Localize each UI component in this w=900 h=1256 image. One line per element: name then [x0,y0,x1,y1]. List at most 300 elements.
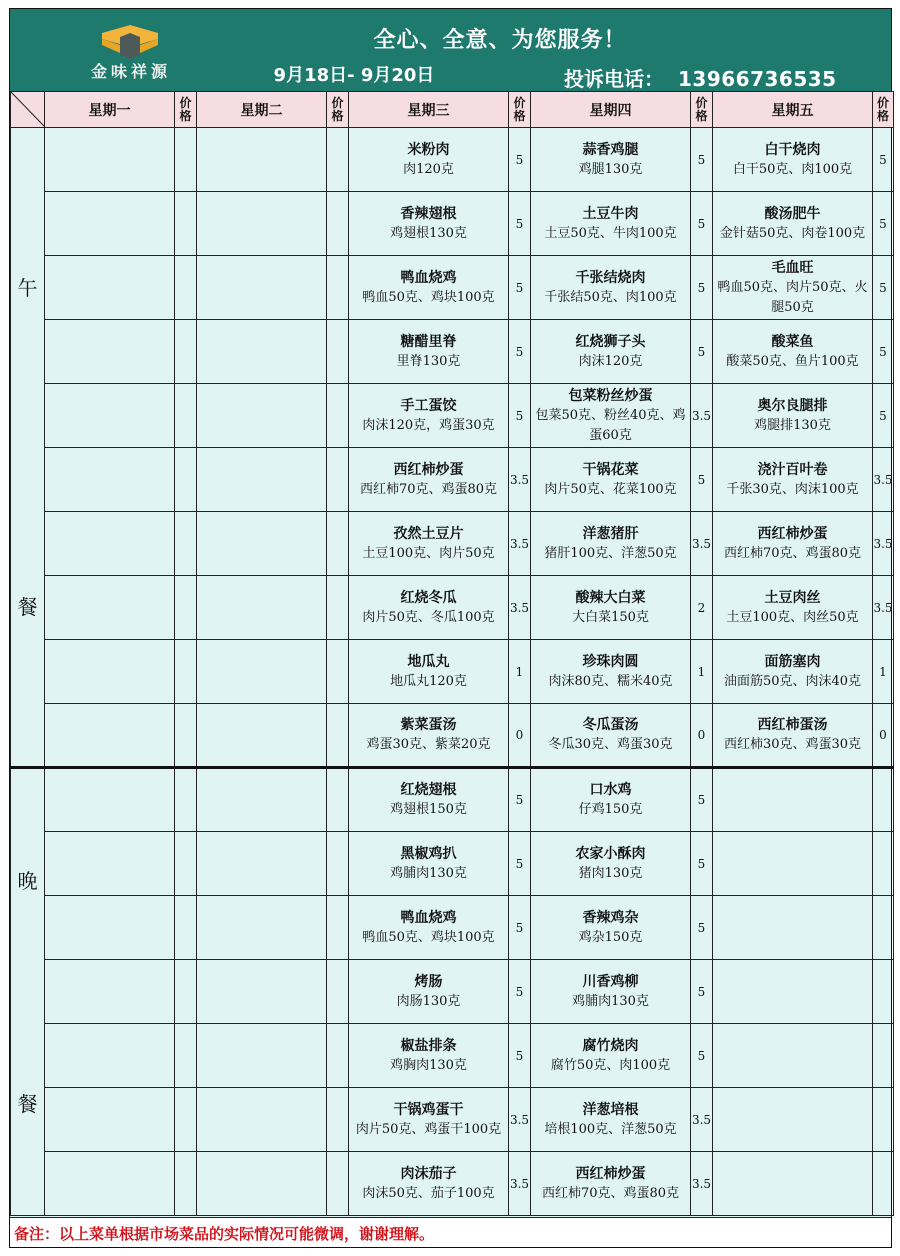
header-mon: 星期一 [45,92,175,128]
dinner-row [11,1088,894,1152]
dish-ingredients: 肉沫50克、茄子100克 [362,1185,495,1201]
empty-dish-cell [45,896,175,960]
dish-ingredients: 金针菇50克、肉卷100克 [719,225,866,241]
dish-ingredients: 土豆100克、肉丝50克 [726,609,859,625]
price-cell: 0 [873,704,894,768]
lunch-row [11,320,894,384]
price-cell [327,1152,349,1216]
price-cell [873,896,894,960]
dish-name: 酸辣大白菜 [575,589,646,606]
menu-sheet [9,8,892,1248]
dish-ingredients: 鸭血50克、鸡块100克 [362,929,495,945]
dish-name: 酸菜鱼 [771,333,814,350]
dish-name: 红烧狮子头 [575,333,646,350]
price-cell [175,1024,197,1088]
dish-ingredients: 肉120克 [403,161,454,177]
empty-dish-cell [713,896,873,960]
dinner-row [11,1024,894,1088]
empty-dish-cell [197,768,327,832]
dish-ingredients: 鸡杂150克 [578,929,643,945]
dish-name: 黑椒鸡扒 [400,845,457,862]
price-cell: 3.5 [691,512,713,576]
price-cell: 5 [509,960,531,1024]
dish-cell [531,192,691,256]
price-cell: 5 [509,384,531,448]
dish-ingredients: 土豆100克、肉片50克 [362,545,495,561]
footer-note: 备注：以上菜单根据市场菜品的实际情况可能微调，谢谢理解。 [10,1217,891,1247]
dish-cell [531,576,691,640]
dish-cell [349,704,509,768]
price-cell [327,1024,349,1088]
empty-dish-cell [45,576,175,640]
dish-ingredients: 猪肝100克、洋葱50克 [544,545,677,561]
dish-cell [713,256,873,320]
dish-cell [531,512,691,576]
price-cell: 5 [509,768,531,832]
empty-dish-cell [45,1024,175,1088]
price-cell [327,832,349,896]
price-cell [327,576,349,640]
lunch-row [11,640,894,704]
dish-cell [713,128,873,192]
dish-name: 蒜香鸡腿 [582,141,639,158]
empty-dish-cell [197,960,327,1024]
empty-dish-cell [197,896,327,960]
dish-name: 洋葱培根 [582,1101,639,1118]
dish-ingredients: 鸡胸肉130克 [390,1057,467,1073]
dish-ingredients: 鸡腿130克 [578,161,643,177]
price-cell: 5 [873,192,894,256]
header-price-tue: 价格 [327,92,349,128]
price-cell [175,192,197,256]
dish-ingredients: 腐竹50克、肉100克 [550,1057,671,1073]
dish-cell [349,512,509,576]
dish-name: 香辣翅根 [400,205,457,222]
dish-name: 千张结烧肉 [575,269,646,286]
price-cell: 3.5 [509,512,531,576]
dish-name: 糖醋里脊 [400,333,457,350]
dish-cell [349,1152,509,1216]
lunch-row [11,256,894,320]
dish-cell [349,128,509,192]
dish-ingredients: 培根100克、洋葱50克 [544,1121,677,1137]
price-cell: 3.5 [509,1088,531,1152]
dish-ingredients: 油面筋50克、肉沫40克 [723,673,862,689]
dish-ingredients: 肉沫80克、糯米40克 [548,673,673,689]
dish-ingredients: 鸭血50克、鸡块100克 [362,289,495,305]
empty-dish-cell [197,640,327,704]
header-banner [10,9,891,91]
date-range: 9月18日- 9月20日 [273,65,435,86]
price-cell [327,640,349,704]
dish-ingredients: 肉沫120克，鸡蛋30克 [362,417,495,433]
empty-dish-cell [45,320,175,384]
dish-name: 洋葱猪肝 [582,525,639,542]
lunch-row [11,384,894,448]
dish-cell [349,256,509,320]
price-cell [327,192,349,256]
header-price-fri: 价格 [873,92,894,128]
dinner-label [11,768,45,1216]
empty-dish-cell [713,1088,873,1152]
logo-icon [98,23,162,59]
dish-cell [531,896,691,960]
price-cell: 5 [691,256,713,320]
price-cell: 3.5 [691,1152,713,1216]
price-cell [327,960,349,1024]
price-cell: 5 [509,192,531,256]
price-cell: 5 [691,960,713,1024]
price-cell [175,1152,197,1216]
price-cell [175,1088,197,1152]
dish-ingredients: 鸡蛋30克、紫菜20克 [366,737,491,752]
dish-ingredients: 仔鸡150克 [578,802,643,817]
header-price-thu: 价格 [691,92,713,128]
price-cell: 5 [873,128,894,192]
empty-dish-cell [45,1088,175,1152]
dish-cell [713,320,873,384]
dish-ingredients: 冬瓜30克、鸡蛋30克 [548,737,673,752]
dish-name: 包菜粉丝炒蛋 [568,387,653,404]
meal-label-char: 餐 [17,594,38,619]
dish-name: 西红柿炒蛋 [575,1165,646,1182]
empty-dish-cell [45,768,175,832]
empty-dish-cell [197,448,327,512]
price-cell: 5 [873,256,894,320]
dish-cell [713,384,873,448]
dish-name: 腐竹烧肉 [582,1037,639,1054]
header-tue: 星期二 [197,92,327,128]
dish-cell [713,512,873,576]
price-cell: 5 [509,320,531,384]
price-cell [175,704,197,768]
dish-ingredients: 里脊130克 [396,353,461,369]
empty-dish-cell [197,1152,327,1216]
dish-ingredients: 肉片50克、鸡蛋干100克 [355,1121,502,1137]
dish-ingredients: 鸡腿排130克 [754,417,831,433]
lunch-label [11,128,45,768]
empty-dish-cell [45,832,175,896]
dish-name: 肉沫茄子 [400,1165,457,1182]
price-cell [175,960,197,1024]
price-cell: 5 [509,896,531,960]
lunch-row [11,128,894,192]
price-cell: 5 [691,1024,713,1088]
price-cell [327,256,349,320]
dish-name: 红烧冬瓜 [400,589,457,606]
empty-dish-cell [197,192,327,256]
price-cell [327,384,349,448]
header-wed: 星期三 [349,92,509,128]
price-cell [327,512,349,576]
dish-cell [531,256,691,320]
price-cell [327,704,349,768]
price-cell: 3.5 [691,1088,713,1152]
dish-cell [531,768,691,832]
dish-name: 口水鸡 [589,782,632,798]
dish-name: 浇汁百叶卷 [757,461,828,478]
price-cell: 1 [509,640,531,704]
dish-ingredients: 土豆50克、牛肉100克 [544,225,677,241]
dish-name: 珍珠肉圆 [582,653,639,670]
empty-dish-cell [197,128,327,192]
dish-name: 西红柿蛋汤 [757,717,828,733]
price-cell: 3.5 [873,448,894,512]
dish-cell [349,448,509,512]
dish-ingredients: 肉沫120克 [578,353,643,369]
price-cell [873,1152,894,1216]
meal-label-char: 午 [17,275,38,300]
dish-cell [531,960,691,1024]
dish-name: 西红柿炒蛋 [757,525,828,542]
menu-table [10,91,894,1216]
dinner-row [11,896,894,960]
price-cell [327,896,349,960]
lunch-row [11,192,894,256]
dish-ingredients: 鸡脯肉130克 [572,993,649,1009]
price-cell [175,128,197,192]
column-header-row [11,92,894,128]
dish-cell [531,1152,691,1216]
price-cell [327,768,349,832]
dish-name: 毛血旺 [771,259,814,276]
dish-cell [531,640,691,704]
empty-dish-cell [197,1088,327,1152]
dish-name: 烤肠 [414,973,443,990]
price-cell [873,832,894,896]
empty-dish-cell [197,1024,327,1088]
meal-label-char: 餐 [17,1091,38,1116]
dish-ingredients: 白干50克、肉100克 [732,161,853,177]
dish-name: 酸汤肥牛 [764,205,821,222]
dish-cell [349,384,509,448]
price-cell: 5 [509,832,531,896]
price-cell: 5 [509,128,531,192]
dish-name: 干锅花菜 [582,461,639,478]
price-cell: 3.5 [691,384,713,448]
dinner-row [11,768,894,832]
price-cell: 3.5 [509,448,531,512]
price-cell [873,1088,894,1152]
dinner-row [11,960,894,1024]
dish-name: 奥尔良腿排 [757,397,828,414]
dinner-row [11,1152,894,1216]
empty-dish-cell [197,576,327,640]
header-price-mon: 价格 [175,92,197,128]
lunch-row [11,576,894,640]
price-cell [327,448,349,512]
dish-cell [349,1024,509,1088]
lunch-row [11,512,894,576]
empty-dish-cell [45,448,175,512]
dinner-row [11,832,894,896]
empty-dish-cell [45,128,175,192]
price-cell [175,768,197,832]
price-cell: 5 [873,320,894,384]
dish-cell [713,576,873,640]
dish-cell [713,704,873,768]
dish-cell [349,320,509,384]
dish-ingredients: 千张结50克、肉100克 [544,289,677,305]
price-cell [175,512,197,576]
dish-cell [349,576,509,640]
dish-cell [349,960,509,1024]
complaint-line [564,63,837,92]
dish-ingredients: 肉片50克、冬瓜100克 [362,609,495,625]
dish-name: 川香鸡柳 [582,973,639,990]
dish-name: 椒盐排条 [400,1037,457,1054]
lunch-row [11,704,894,768]
dish-ingredients: 肉片50克、花菜100克 [544,481,677,497]
empty-dish-cell [45,1152,175,1216]
price-cell: 5 [691,768,713,832]
dish-name: 农家小酥肉 [575,845,646,862]
price-cell: 5 [691,832,713,896]
dish-cell [713,192,873,256]
price-cell [327,320,349,384]
price-cell [175,896,197,960]
dish-name: 白干烧肉 [764,141,821,158]
slogan: 全心、全意、为您服务！ [373,28,627,53]
dish-cell [713,448,873,512]
dish-name: 手工蛋饺 [400,397,457,414]
dish-name: 鸭血烧鸡 [400,269,457,286]
dish-cell [531,1088,691,1152]
dish-name: 红烧翅根 [400,782,457,798]
empty-dish-cell [45,704,175,768]
dish-ingredients: 鸡翅根150克 [390,802,467,817]
empty-dish-cell [197,384,327,448]
price-cell [327,128,349,192]
empty-dish-cell [713,1152,873,1216]
price-cell: 5 [691,192,713,256]
empty-dish-cell [713,1024,873,1088]
price-cell [873,960,894,1024]
empty-dish-cell [197,320,327,384]
dish-ingredients: 鸭血50克、肉片50克、火腿50克 [717,279,868,315]
dish-cell [531,320,691,384]
dish-ingredients: 大白菜150克 [572,609,649,625]
dish-cell [531,128,691,192]
empty-dish-cell [45,384,175,448]
empty-dish-cell [45,640,175,704]
price-cell [873,1024,894,1088]
dish-name: 干锅鸡蛋干 [393,1101,464,1118]
dish-name: 地瓜丸 [407,653,450,670]
dish-cell [531,1024,691,1088]
header-fri: 星期五 [713,92,873,128]
dish-cell [713,640,873,704]
dish-name: 米粉肉 [407,141,450,158]
dish-cell [349,640,509,704]
price-cell [175,256,197,320]
dish-ingredients: 西红柿30克、鸡蛋30克 [723,737,862,752]
dish-ingredients: 鸡脯肉130克 [390,865,467,881]
logo-text: 金味祥源 [90,62,171,81]
diagonal-line [11,92,45,127]
dish-ingredients: 千张30克、肉沫100克 [726,481,859,497]
price-cell: 5 [691,128,713,192]
corner-cell [11,92,45,128]
dish-name: 冬瓜蛋汤 [582,717,639,733]
dish-name: 西红柿炒蛋 [393,461,464,478]
dish-name: 土豆牛肉 [582,205,639,222]
header-thu: 星期四 [531,92,691,128]
empty-dish-cell [197,832,327,896]
dish-cell [349,896,509,960]
dish-cell [531,448,691,512]
header-price-wed: 价格 [509,92,531,128]
dish-cell [531,384,691,448]
price-cell: 2 [691,576,713,640]
price-cell: 3.5 [509,1152,531,1216]
dish-name: 紫菜蛋汤 [400,717,457,733]
dish-ingredients: 西红柿70克、鸡蛋80克 [723,545,862,561]
empty-dish-cell [45,192,175,256]
price-cell: 5 [691,896,713,960]
dish-ingredients: 西红柿70克、鸡蛋80克 [541,1185,680,1201]
price-cell: 3.5 [873,512,894,576]
empty-dish-cell [45,512,175,576]
price-cell: 0 [691,704,713,768]
price-cell [175,384,197,448]
dish-cell [349,192,509,256]
empty-dish-cell [713,832,873,896]
dish-cell [349,768,509,832]
lunch-row [11,448,894,512]
price-cell: 5 [509,256,531,320]
complaint-label: 投诉电话： [564,67,664,91]
price-cell [327,1088,349,1152]
dish-ingredients: 酸菜50克、鱼片100克 [726,353,859,369]
price-cell: 3.5 [509,576,531,640]
dish-cell [349,1088,509,1152]
price-cell: 0 [509,704,531,768]
empty-dish-cell [197,512,327,576]
dish-cell [349,832,509,896]
price-cell: 3.5 [873,576,894,640]
dish-name: 孜然土豆片 [393,525,464,542]
empty-dish-cell [197,256,327,320]
empty-dish-cell [45,256,175,320]
empty-dish-cell [713,768,873,832]
dish-cell [531,832,691,896]
price-cell [175,576,197,640]
price-cell: 5 [873,384,894,448]
dish-name: 土豆肉丝 [764,589,821,606]
dish-name: 香辣鸡杂 [582,909,639,926]
complaint-phone: 13966736535 [678,67,837,91]
price-cell [175,320,197,384]
dish-name: 鸭血烧鸡 [400,909,457,926]
empty-dish-cell [197,704,327,768]
empty-dish-cell [45,960,175,1024]
price-cell: 5 [509,1024,531,1088]
empty-dish-cell [713,960,873,1024]
price-cell [175,448,197,512]
price-cell: 1 [873,640,894,704]
price-cell [175,640,197,704]
dish-ingredients: 猪肉130克 [578,865,643,881]
dish-ingredients: 西红柿70克、鸡蛋80克 [359,481,498,497]
dish-cell [531,704,691,768]
price-cell: 5 [691,320,713,384]
dish-name: 面筋塞肉 [764,653,821,670]
price-cell: 5 [691,448,713,512]
price-cell [175,832,197,896]
dish-ingredients: 包菜50克、粉丝40克、鸡蛋60克 [535,407,686,443]
price-cell: 1 [691,640,713,704]
